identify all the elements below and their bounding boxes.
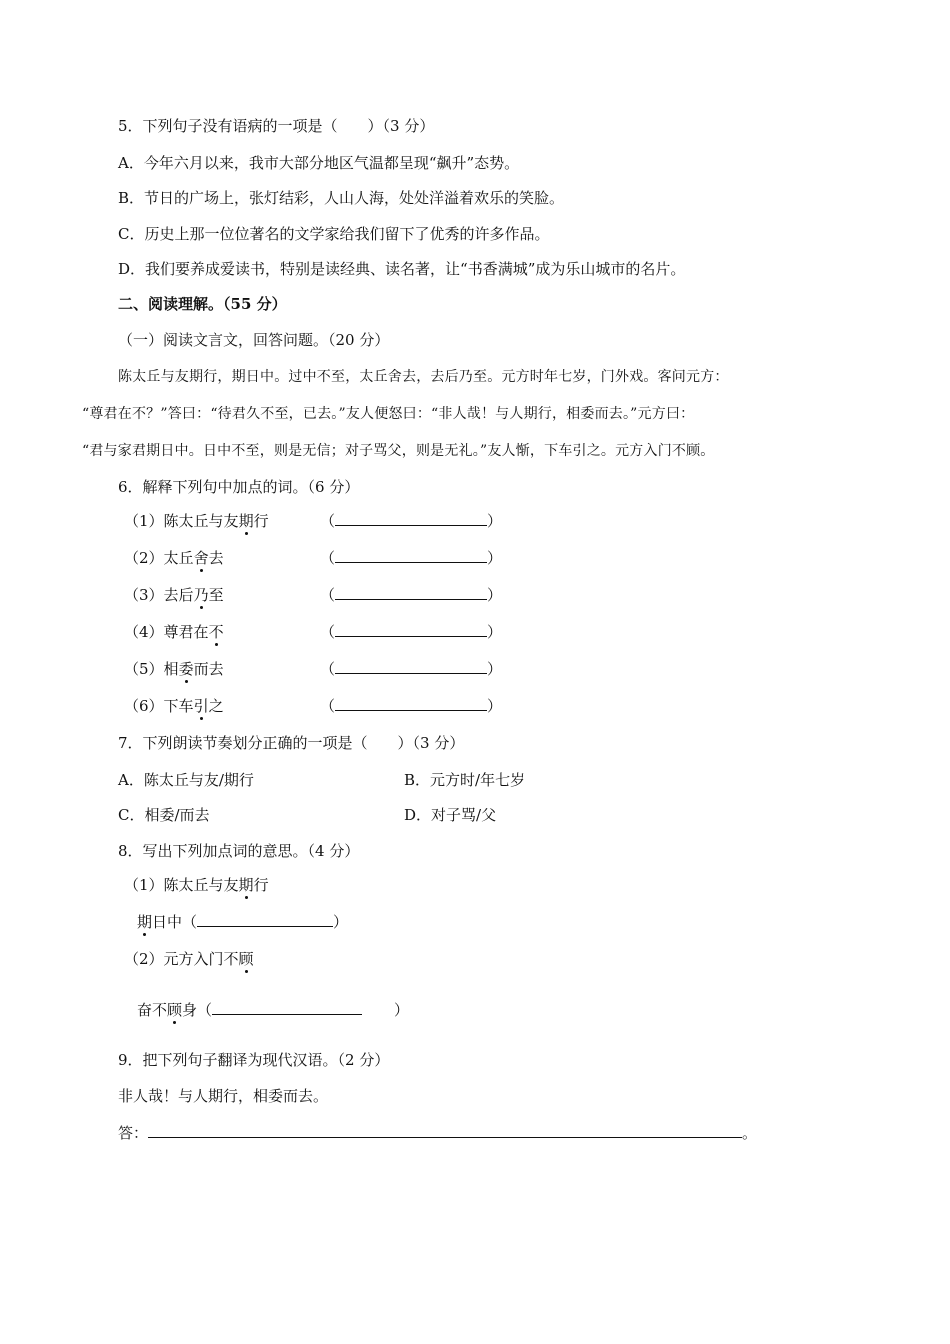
answer-blank[interactable] <box>197 912 333 927</box>
answer-blank[interactable] <box>212 1000 362 1015</box>
dotted-word: 不 <box>208 623 224 641</box>
q8-item-1 <box>124 875 269 895</box>
item-num: （2） <box>124 549 164 567</box>
section-title: 二、阅读理解。（55 分） <box>118 295 287 313</box>
q6-answer-6 <box>320 696 502 716</box>
item-text: 行 <box>253 512 269 530</box>
dotted-word: 委 <box>178 660 194 678</box>
q6-item-3 <box>124 585 224 605</box>
item-text: 尊君在 <box>163 623 209 641</box>
q6-answer-3 <box>320 585 502 605</box>
answer-blank[interactable] <box>335 511 487 526</box>
item-text: 太丘 <box>163 549 194 567</box>
bracket-close: ） <box>487 512 503 530</box>
item-text: 身（ <box>182 1001 213 1019</box>
dotted-word: 舍 <box>193 549 209 567</box>
item-num: （6） <box>124 697 164 715</box>
q6-stem: 6．解释下列句中加点的词。（6 分） <box>118 478 360 496</box>
q5-option-b: B．节日的广场上，张灯结彩，人山人海，处处洋溢着欢乐的笑脸。 <box>118 189 565 207</box>
dotted-word: 期 <box>238 512 254 530</box>
q6-item-6 <box>124 696 224 716</box>
passage-line-3: “君与家君期日中。日中不至，则是无信；对子骂父，则是无礼。”友人惭，下车引之。元方入门不顾。 <box>82 443 715 459</box>
q6-answer-1 <box>320 511 502 531</box>
q9-answer-line <box>118 1123 757 1143</box>
bracket-open: （ <box>320 697 336 715</box>
dotted-word: 顾 <box>167 1001 183 1019</box>
q7-option-d: D．对子骂/父 <box>404 806 497 824</box>
q6-item-5 <box>124 659 224 679</box>
answer-label: 答： <box>118 1124 149 1142</box>
item-text: （2）元方入门不 <box>124 950 239 968</box>
q6-item-2 <box>124 548 224 568</box>
item-text: 去后 <box>163 586 194 604</box>
q6-answer-2 <box>320 548 502 568</box>
answer-blank[interactable] <box>335 548 487 563</box>
item-text: （1）陈太丘与友 <box>124 876 239 894</box>
q8-stem: 8．写出下列加点词的意思。（4 分） <box>118 842 360 860</box>
answer-blank[interactable] <box>335 585 487 600</box>
answer-blank[interactable] <box>148 1123 742 1138</box>
q6-item-1 <box>124 511 269 531</box>
passage-line-1: 陈太丘与友期行，期日中。过中不至，太丘舍去，去后乃至。元方时年七岁，门外戏。客问元方： <box>118 369 729 385</box>
item-text: 奋不 <box>137 1001 168 1019</box>
q5-option-c: C．历史上那一位位著名的文学家给我们留下了优秀的许多作品。 <box>118 225 550 243</box>
item-text: 下车 <box>163 697 194 715</box>
q5-stem: 5．下列句子没有语病的一项是（ ）（3 分） <box>118 117 435 135</box>
q6-answer-4 <box>320 622 502 642</box>
bracket-close: ） <box>487 586 503 604</box>
answer-blank[interactable] <box>335 659 487 674</box>
answer-blank[interactable] <box>335 696 487 711</box>
bracket-close: ） <box>487 660 503 678</box>
item-text: 日中（ <box>152 913 198 931</box>
dotted-word: 期 <box>137 913 153 931</box>
item-text: 至 <box>208 586 224 604</box>
item-text: 行 <box>253 876 269 894</box>
item-num: （3） <box>124 586 164 604</box>
q9-stem: 9．把下列句子翻译为现代汉语。（2 分） <box>118 1051 390 1069</box>
q8-item-2 <box>124 949 254 969</box>
bracket-close: ） <box>394 1001 410 1019</box>
item-text: 相 <box>163 660 179 678</box>
bracket-close: ） <box>487 623 503 641</box>
answer-blank[interactable] <box>335 622 487 637</box>
dotted-word: 顾 <box>238 950 254 968</box>
q8-item-2-blank-line <box>137 1000 409 1020</box>
q5-option-a: A．今年六月以来，我市大部分地区气温都呈现“飙升”态势。 <box>118 154 520 172</box>
bracket-open: （ <box>320 623 336 641</box>
item-text: 而去 <box>193 660 224 678</box>
q9-sentence: 非人哉！与人期行，相委而去。 <box>118 1087 329 1105</box>
item-num: （5） <box>124 660 164 678</box>
bracket-open: （ <box>320 512 336 530</box>
bracket-close: ） <box>487 549 503 567</box>
q7-stem: 7．下列朗读节奏划分正确的一项是（ ）（3 分） <box>118 734 465 752</box>
dotted-word: 乃 <box>193 586 209 604</box>
q6-item-4 <box>124 622 224 642</box>
bracket-close: ） <box>487 697 503 715</box>
bracket-close: ） <box>333 913 349 931</box>
part1-instruction: （一）阅读文言文，回答问题。（20 分） <box>118 331 390 349</box>
q5-option-d: D．我们要养成爱读书，特别是读经典、读名著，让“书香满城”成为乐山城市的名片。 <box>118 260 686 278</box>
dotted-word: 期 <box>238 876 254 894</box>
item-text: 之 <box>208 697 224 715</box>
q7-option-a: A．陈太丘与友/期行 <box>118 771 254 789</box>
item-text: 去 <box>208 549 224 567</box>
item-num: （4） <box>124 623 164 641</box>
item-text: 陈太丘与友 <box>163 512 239 530</box>
q7-option-c: C．相委/而去 <box>118 806 210 824</box>
passage-line-2: “尊君在不？”答曰：“待君久不至，已去。”友人便怒曰：“非人哉！与人期行，相委而去。”元方曰： <box>82 406 695 422</box>
bracket-open: （ <box>320 660 336 678</box>
period: 。 <box>742 1124 758 1142</box>
item-num: （1） <box>124 512 164 530</box>
q8-item-1-blank-line <box>137 912 348 932</box>
dotted-word: 引 <box>193 697 209 715</box>
bracket-open: （ <box>320 586 336 604</box>
q7-option-b: B．元方时/年七岁 <box>404 771 526 789</box>
q6-answer-5 <box>320 659 502 679</box>
bracket-open: （ <box>320 549 336 567</box>
